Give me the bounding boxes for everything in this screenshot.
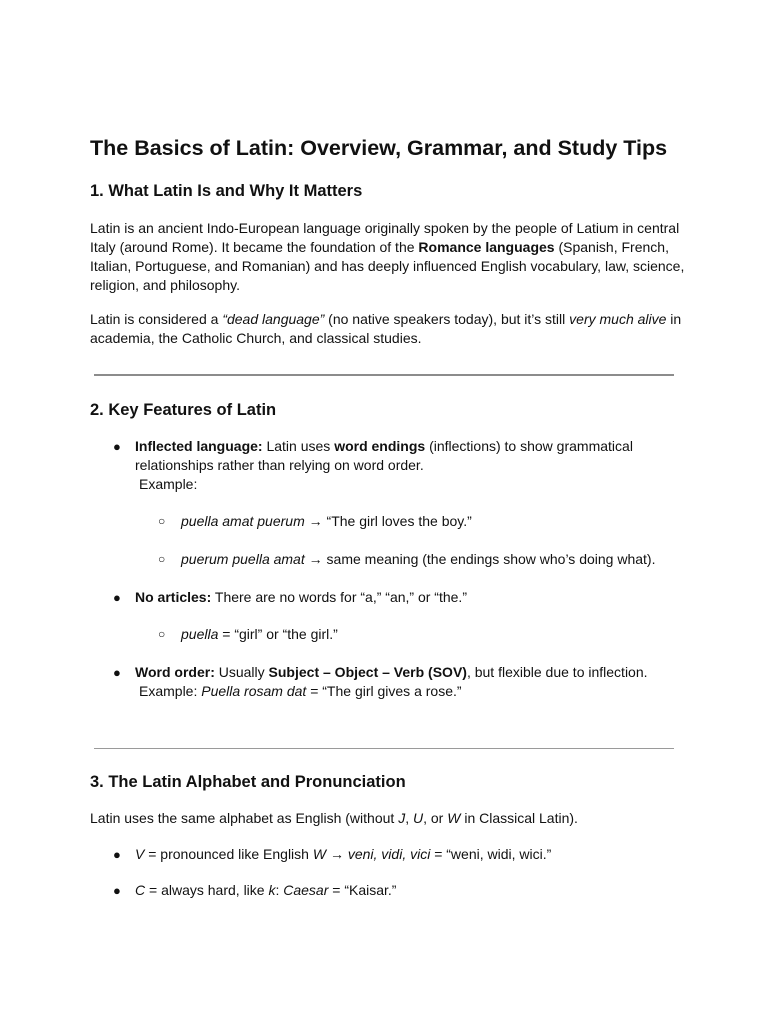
section-1-paragraph-1 (90, 219, 690, 295)
horizontal-divider (94, 374, 674, 376)
bullet-icon: ● (113, 847, 121, 862)
text: Latin is an ancient Indo-European language originally spoken by the people of Latium in central Italy (around Rome). It became the foundation of the (90, 220, 680, 255)
italic-text: very much alive (569, 311, 667, 327)
list-item-no-articles (113, 588, 695, 607)
bold-text: Romance languages (418, 239, 555, 255)
text: , but flexible due to inflection. (466, 664, 648, 680)
italic-letter: W (447, 810, 461, 826)
latin-example: Caesar (283, 882, 329, 898)
text: , (405, 810, 413, 826)
text: (Spanish, French, Italian, Portuguese, and Romanian) and has deeply influenced English vocabulary, law, science, religion, and philosophy. (90, 239, 685, 293)
latin-example: puerum puella amat (181, 551, 305, 567)
text: → same meaning (the endings show who’s doing what). (304, 551, 656, 567)
latin-example: veni, vidi, vici (347, 846, 431, 862)
bold-label: Word order: (135, 664, 215, 680)
page-title: The Basics of Latin: Overview, Grammar, and Study Tips (90, 136, 668, 160)
italic-letter: C (135, 882, 146, 898)
italic-letter: k (268, 882, 276, 898)
example-label: Example: (139, 683, 202, 699)
text: There are no words for “a,” “an,” or “the.” (211, 589, 467, 605)
list-item-word-order (113, 663, 695, 701)
latin-example: puella amat puerum (181, 513, 305, 529)
text: → “The girl loves the boy.” (304, 513, 472, 529)
latin-example: puella (181, 626, 219, 642)
bullet-icon: ● (113, 883, 121, 898)
horizontal-divider (94, 748, 674, 749)
circle-bullet-icon: ○ (158, 514, 166, 528)
text: in Classical Latin). (460, 810, 578, 826)
text: : (275, 882, 284, 898)
text: = “Kaisar.” (328, 882, 397, 898)
text: → (326, 846, 348, 862)
list-item-inflected-language (113, 437, 695, 494)
italic-letter: V (135, 846, 145, 862)
text: (no native speakers today), but it’s still (324, 311, 570, 327)
italic-letter: U (412, 810, 424, 826)
list-item-letter-c (113, 881, 695, 900)
section-3-intro (90, 809, 690, 828)
text: Latin uses the same alphabet as English (without (90, 810, 399, 826)
section-1-paragraph-2 (90, 310, 690, 348)
text: Usually (214, 664, 269, 680)
text: (inflections) to show grammatical relationships rather than relying on word order. (135, 438, 633, 473)
text: Latin is considered a (90, 311, 223, 327)
sub-list-item (158, 512, 701, 531)
example-label: Example: (139, 476, 198, 492)
text: = “weni, widi, wici.” (430, 846, 552, 862)
bold-text: Subject – Object – Verb (SOV) (268, 664, 467, 680)
italic-letter: W (312, 846, 327, 862)
section-1-heading: 1. What Latin Is and Why It Matters (90, 182, 363, 200)
section-3-heading: 3. The Latin Alphabet and Pronunciation (90, 773, 406, 791)
bullet-icon: ● (113, 665, 121, 680)
latin-example: Puella rosam dat (201, 683, 307, 699)
bullet-icon: ● (113, 590, 121, 605)
text: = pronounced like English (144, 846, 313, 862)
italic-text: “dead language” (222, 311, 325, 327)
bold-label: Inflected language: (135, 438, 263, 454)
sub-list-item (158, 550, 701, 569)
bullet-icon: ● (113, 439, 121, 454)
list-item-letter-v (113, 845, 695, 864)
text: Latin uses (262, 438, 335, 454)
bold-label: No articles: (135, 589, 212, 605)
text: = “girl” or “the girl.” (218, 626, 338, 642)
text: in academia, the Catholic Church, and classical studies. (90, 311, 682, 346)
circle-bullet-icon: ○ (158, 552, 166, 566)
text: , or (423, 810, 448, 826)
sub-list-item (158, 625, 701, 644)
italic-letter: J (398, 810, 406, 826)
section-2-heading: 2. Key Features of Latin (90, 401, 277, 419)
circle-bullet-icon: ○ (158, 627, 166, 641)
text: = “The girl gives a rose.” (306, 683, 462, 699)
text: = always hard, like (145, 882, 269, 898)
bold-text: word endings (334, 438, 426, 454)
